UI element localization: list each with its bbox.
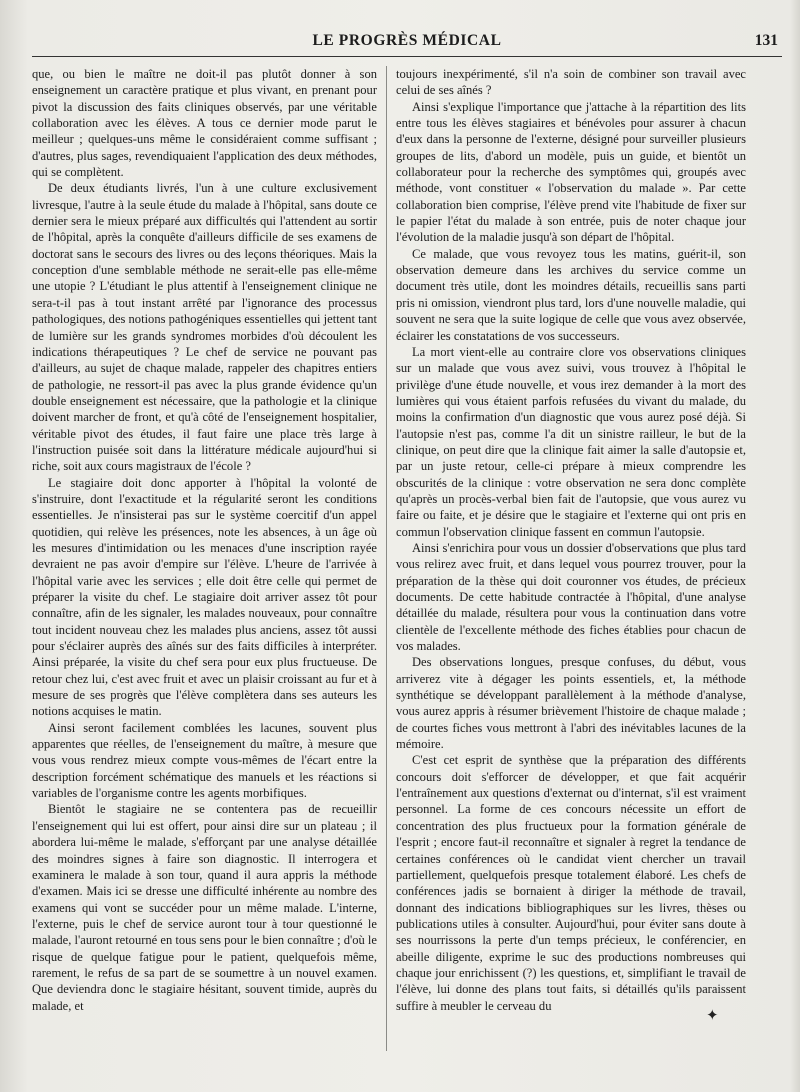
paragraph: De deux étudiants livrés, l'un à une culture exclusivement livresque, l'autre à la seule étude du malade à l'hôpital, sans doute ce dernier sera le mieux préparé aux difficultés qui l'attendent au sortir de l'hôpital, après la conquête d'ailleurs difficile de ses examens de doctorat sans le secours des livres ou des leçons théoriques. Mais la conception d'une semblable méthode ne serait-elle pas elle-même une utopie ? L'étudiant le plus attentif à l'enseignement clinique ne sera-t-il pas à tout instant arrêté par l'ignorance des processus pathologiques, des notions pathogéniques essentielles qui jettent tant de lumière sur les grands syndromes morbides d'où découlent les indications thérapeutiques ? Le chef de service ne pouvant pas d'ailleurs, au sujet de chaque malade, rappeler des chapitres entiers de pathologie, ne ressort-il pas avec la plus grande évidence qu'un double enseignement est nécessaire, que la pathologie et la clinique doivent marcher de front, et qu'à côté de l'enseignement hospitalier, véritable pivot des études, il faut faire une place très large à l'instruction puisée soit dans la littérature médicale aujourd'hui si riche, soit aux cours magistraux de l'école ? <box>32 181 377 474</box>
paragraph: Ainsi s'explique l'importance que j'attache à la répartition des lits entre tous les élèves stagiaires et bénévoles pour assurer à chacun d'eux dans la personne de l'externe, désigné pour surveiller plusieurs groupes de lits, d'abord un modèle, puis un guide, et bientôt un collaborateur pour la recherche des symptômes qui, groupés avec méthode, vont constituer « l'observation du malade ». Par cette collaboration bien comprise, l'élève prend vite l'habitude de fixer sur le papier l'état du malade à son entrée, puis de noter chaque jour l'évolution de la maladie jusqu'à son départ de l'hôpital. <box>396 99 746 245</box>
running-title: LE PROGRÈS MÉDICAL <box>312 32 502 49</box>
page-header <box>32 26 782 57</box>
paragraph: La mort vient-elle au contraire clore vos observations cliniques sur un malade que vous avez suivi, vous trouvez à l'hôpital le privilège d'une étude nouvelle, et vous irez demander à la mort des lumières qui vous étaient parfois refusées du vivant du malade, du moins la confirmation d'un diagnostic que vous aurez posé déjà. Si l'autopsie n'est pas, comme l'a dit un sinistre railleur, le but de la clinique, on peut dire que la clinique fait aimer la salle d'autopsie et, par un juste retour, celle-ci prépare à mieux comprendre les obscurités de la clinique : votre observation ne sera donc complète qu'après un procès-verbal bien fait de l'autopsie, que vous aurez vu faire ou faite, et je désire que le stagiaire et l'externe qui ont pris en commun l'observation clinique fassent en commun l'autopsie. <box>396 344 746 539</box>
column-divider <box>386 66 387 1051</box>
paragraph: toujours inexpérimenté, s'il n'a soin de combiner son travail avec celui de ses aînés ? <box>396 67 746 98</box>
page-number: 131 <box>754 32 778 49</box>
right-column <box>396 66 746 1014</box>
paragraph: Des observations longues, presque confuses, du début, vous arriverez vite à dégager les points essentiels, et, la méthode synthétique se développant parallèlement à la méthode d'analyse, vous aurez appris à résumer brièvement l'histoire de chaque malade ; de courtes fiches vous mettront à l'abri des inévitables lacunes de la mémoire. <box>396 655 746 752</box>
left-column <box>32 66 377 1014</box>
paragraph: que, ou bien le maître ne doit-il pas plutôt donner à son enseignement un caractère pratique et plus vivant, en prenant pour pivot la discussion des faits cliniques observés, par une véritable collaboration avec les élèves. A tous ce dernier mode parut le meilleur ; quelques-uns même le considéraient comme suffisant ; d'autres, plus sages, revendiquaient l'application des deux méthodes, qui se complètent. <box>32 67 377 180</box>
ornament-icon: ✦ <box>706 1008 719 1024</box>
paragraph: C'est cet esprit de synthèse que la préparation des différents concours doit s'efforcer de développer, et que fait acquérir l'entraînement aux questions d'externat ou d'internat, s'il est vraiment personnel. La forme de ces concours nécessite un effort de concentration des plus fructueux pour la formation générale de l'esprit ; encore faut-il reconnaître et signaler à regret la tendance de certaines conférences où le candidat vient chercher un travail partiellement, quelquefois presque totalement élaboré. Les chefs de conférences jadis se bornaient à diriger la méthode de travail, donnant des indications bibliographiques sur les livres, thèses ou publications utiles à consulter. Aujourd'hui, pour éviter sans doute à ses nourrissons la perte d'un temps précieux, le conférencier, en abeille diligente, exprime le suc des productions nombreuses qui chaque jour enrichissent (?) les questions, et, simplifiant le travail de l'élève, lui donne des plans tout faits, si détaillés qu'ils paraissent suffire à meubler le cerveau du <box>396 753 746 1013</box>
paragraph: Ainsi seront facilement comblées les lacunes, souvent plus apparentes que réelles, de l'enseignement du maître, à mesure que vous vous rendrez mieux compte vous-mêmes de l'écart entre la description forcément schématique des manuels et les réactions si variables de l'organisme contre les agents morbifiques. <box>32 720 377 801</box>
paragraph: Bientôt le stagiaire ne se contentera pas de recueillir l'enseignement qui lui est offert, pour ainsi dire sur un plateau ; il abordera lui-même le malade, s'efforçant par une analyse détaillée des moindres signes à faire son diagnostic. Il interrogera et examinera le malade à son tour, quand il aura appris la méthode d'examen. Mais ici se dresse une difficulté inhérente au nombre des examens qui vont se succéder pour un même malade. L'interne, l'externe, puis le chef de service auront tour à tour questionné le malade, l'auront retourné en tous sens pour le bien connaître ; d'où le risque de quelque fatigue pour le patient, quelquefois même, rarement, le refus de sa part de se soumettre à un nouvel examen. Que deviendra donc le stagiaire hésitant, souvent timide, auprès du malade, et <box>32 802 377 1013</box>
paragraph: Le stagiaire doit donc apporter à l'hôpital la volonté de s'instruire, dont l'exactitude et la régularité seront les conditions essentielles. Je n'insisterai pas sur le système coercitif d'un appel quotidien, qui relève les présences, note les absences, à un âge où les mesures d'intimidation ou les menaces d'une inscription rayée devraient ne pas avoir d'empire sur l'élève. L'heure de l'arrivée à l'hôpital varie avec les services ; elle doit être celle qui permet de préparer la visite du chef. Le stagiaire doit arriver assez tôt pour connaître, afin de les signaler, les malades nouveaux, pour connaître tout incident nouveau chez les malades plus anciens, assez tôt aussi pour s'éclairer auprès des aînés sur des faits difficiles à interpréter. Ainsi préparée, la visite du chef sera pour eux plus fructueuse. De retour chez lui, c'est avec fruit et avec un plaisir croissant au fur et à mesure de ses progrès que l'élève complètera dans ses auteurs les notions acquises le matin. <box>32 475 377 719</box>
paragraph: Ce malade, que vous revoyez tous les matins, guérit-il, son observation demeure dans les archives du service comme un document très utile, dont les moindres détails, recueillis sans parti pris ni omission, viendront plus tard, lors d'une nouvelle maladie, qui souvent ne sera que la suite logique de celle que vous avez observée, éclairer les constatations de vos successeurs. <box>396 246 746 343</box>
paragraph: Ainsi s'enrichira pour vous un dossier d'observations que plus tard vous relirez avec fruit, et dans lequel vous pourrez trouver, pour la préparation de la thèse qui doit couronner vos études, de précieux documents. De cette habitude contractée à l'hôpital, d'une analyse détaillée du malade, résultera pour vous la continuation dans votre clientèle de l'excellente méthode des fiches établies pour chacun de vos malades. <box>396 540 746 654</box>
